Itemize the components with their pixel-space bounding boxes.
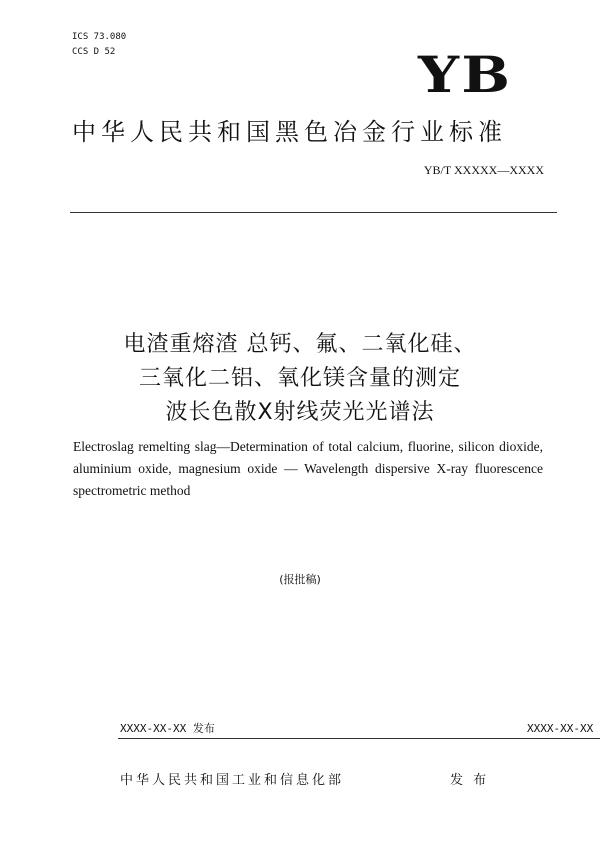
ics-code: ICS 73.080 <box>72 32 127 42</box>
standard-number: YB/T XXXXX—XXXX <box>423 163 544 177</box>
title-cn-line-1: 电渣重熔渣 总钙、氟、二氧化硅、 <box>123 332 477 357</box>
header-divider <box>70 212 557 213</box>
publish-label: 发 布 <box>450 773 490 788</box>
draft-status: (报批稿) <box>279 573 321 586</box>
footer-divider <box>118 738 600 739</box>
standard-category-title: 中华人民共和国黑色冶金行业标准 <box>72 118 507 146</box>
title-cn-line-3: 波长色散X射线荧光光谱法 <box>165 400 435 425</box>
implementation-date: XXXX-XX-XX <box>527 722 594 735</box>
issue-date: XXXX-XX-XX 发布 <box>120 722 215 735</box>
issuing-authority: 中华人民共和国工业和信息化部 <box>120 773 345 788</box>
ccs-code: CCS D 52 <box>72 47 116 57</box>
title-cn-line-2: 三氧化二铝、氧化镁含量的测定 <box>138 366 461 391</box>
yb-logo: YB <box>418 45 513 104</box>
title-en: Electroslag remelting slag—Determination of total calcium, fluorine, silicon dioxide, aluminium oxide, magnesium oxide — Wavelength dispersive X-ray fluorescence spectrometric method <box>73 439 543 498</box>
